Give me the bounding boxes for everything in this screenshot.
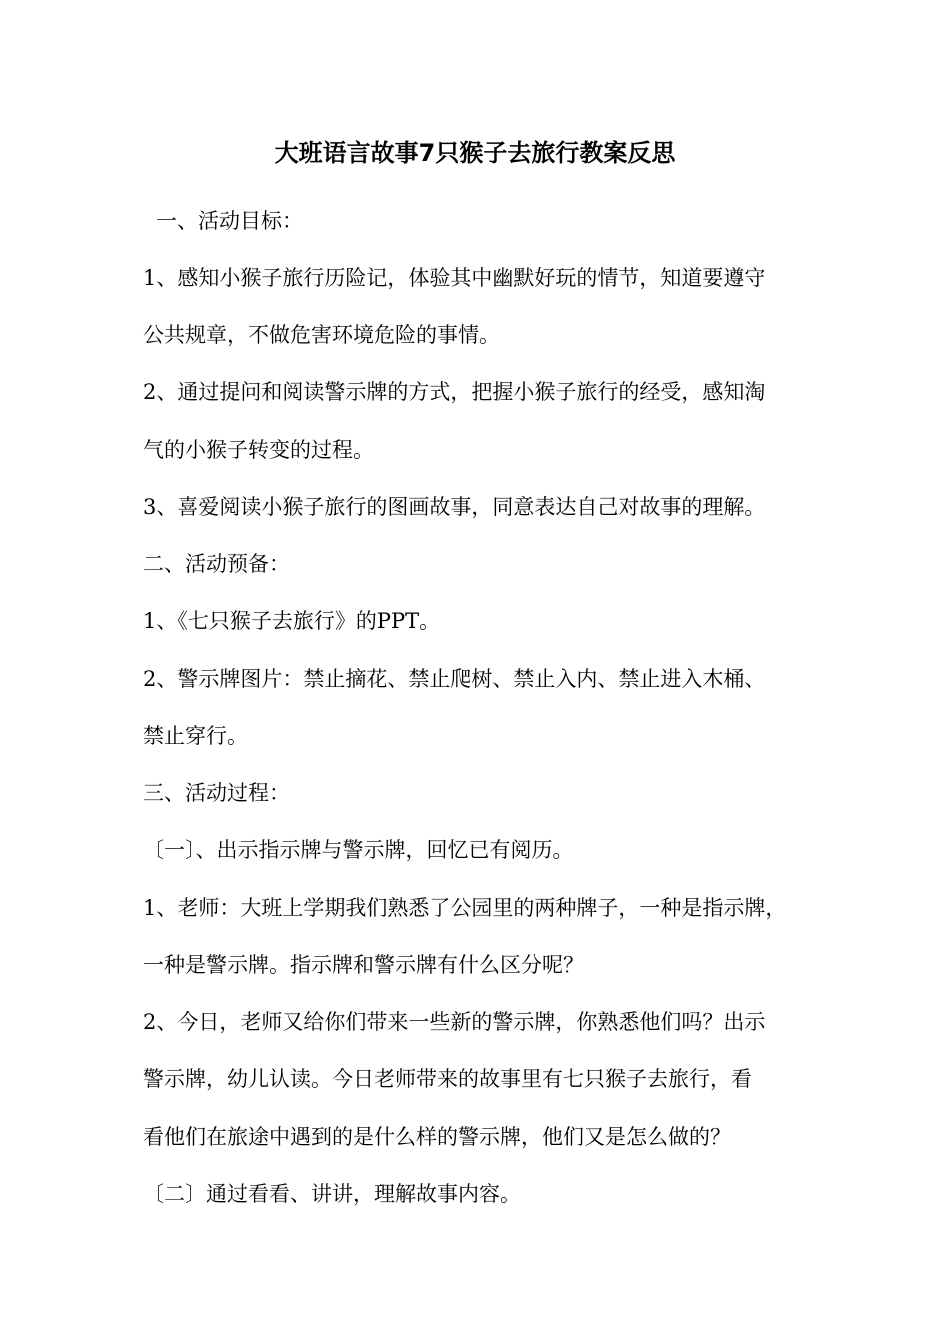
- paragraph-line: 2、今日，老师又给你们带来一些新的警示牌，你熟悉他们吗？出示: [143, 1010, 766, 1034]
- paragraph-line: 看他们在旅途中遇到的是什么样的警示牌，他们又是怎么做的？: [143, 1125, 731, 1149]
- subsection-heading: 〔一〕、出示指示牌与警示牌，回忆已有阅历。: [143, 838, 574, 862]
- section-heading-preparation: 二、活动预备：: [143, 552, 290, 576]
- paragraph-line: 一种是警示牌。指示牌和警示牌有什么区分呢？: [143, 953, 584, 977]
- subsection-heading: 〔二〕通过看看、讲讲，理解故事内容。: [143, 1182, 521, 1206]
- paragraph-line: 3、喜爱阅读小猴子旅行的图画故事，同意表达自己对故事的理解。: [143, 495, 766, 519]
- paragraph-line: 气的小猴子转变的过程。: [143, 438, 374, 462]
- paragraph-line: 1、感知小猴子旅行历险记，体验其中幽默好玩的情节，知道要遵守: [143, 266, 766, 290]
- paragraph-line: 1、老师：大班上学期我们熟悉了公园里的两种牌子，一种是指示牌，: [143, 896, 787, 920]
- paragraph-line: 2、警示牌图片：禁止摘花、禁止爬树、禁止入内、禁止进入木桶、: [143, 667, 766, 691]
- paragraph-line: 1、《七只猴子去旅行》的PPT。: [143, 609, 441, 633]
- document-title: 大班语言故事7只猴子去旅行教案反思: [274, 139, 676, 167]
- paragraph-line: 2、通过提问和阅读警示牌的方式，把握小猴子旅行的经受，感知淘: [143, 380, 766, 404]
- section-heading-process: 三、活动过程：: [143, 781, 290, 805]
- section-heading-goals: 一、活动目标：: [156, 209, 303, 233]
- paragraph-line: 公共规章，不做危害环境危险的事情。: [143, 323, 500, 347]
- paragraph-line: 警示牌，幼儿认读。今日老师带来的故事里有七只猴子去旅行，看: [143, 1067, 752, 1091]
- paragraph-line: 禁止穿行。: [143, 724, 248, 748]
